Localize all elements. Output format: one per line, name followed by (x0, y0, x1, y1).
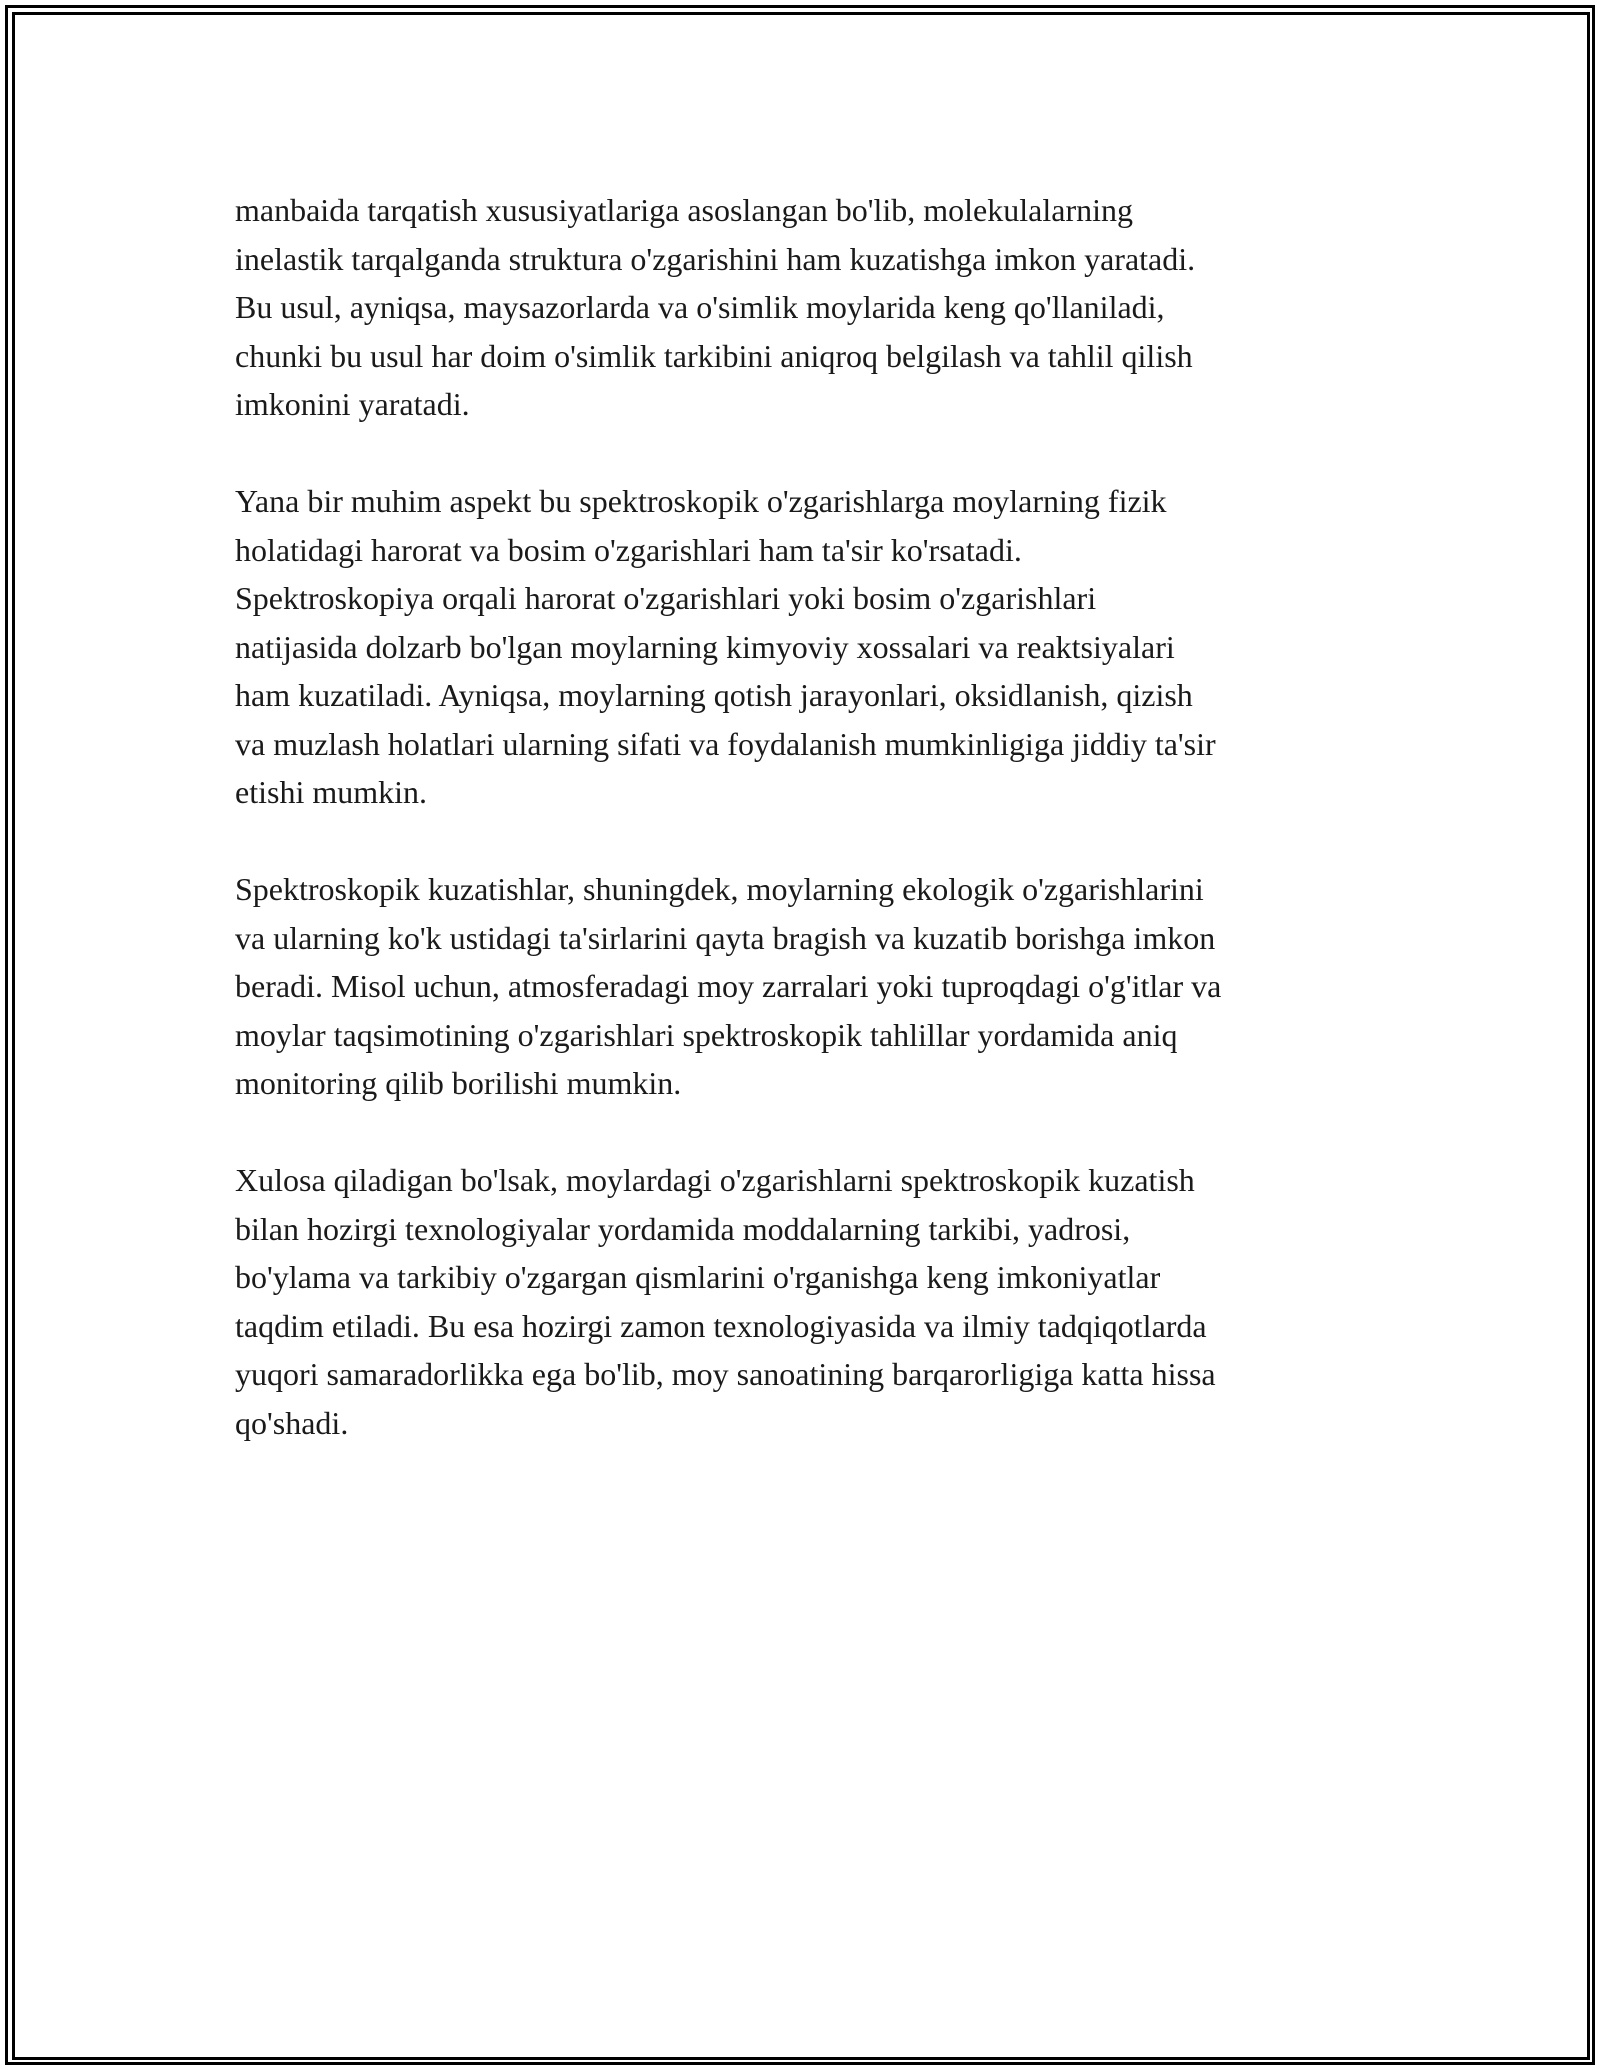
text-line: monitoring qilib borilishi mumkin. (235, 1065, 682, 1101)
paragraph-2 (235, 477, 1375, 817)
text-line: inelastik tarqalganda struktura o'zgarishini ham kuzatishga imkon yaratadi. (235, 240, 1196, 277)
text-line: moylar taqsimotining o'zgarishlari spektroskopik tahlillar yordamida aniq (235, 1016, 1178, 1053)
text-line: bo'ylama va tarkibiy o'zgargan qismlarini o'rganishga keng imkoniyatlar (235, 1259, 1161, 1295)
paragraph-1 (235, 186, 1375, 429)
text-line: va ularning ko'k ustidagi ta'sirlarini qayta bragish va kuzatib borishga imkon (235, 919, 1216, 956)
text-line: bilan hozirgi texnologiyalar yordamida moddalarning tarkibi, yadrosi, (235, 1210, 1131, 1247)
text-line: Bu usul, ayniqsa, maysazorlarda va o'simlik moylarida keng qo'llaniladi, (235, 289, 1165, 325)
text-line: ham kuzatiladi. Ayniqsa, moylarning qotish jarayonlari, oksidlanish, qizish (235, 677, 1193, 713)
paragraph-4 (235, 1156, 1375, 1447)
text-line: holatidagi harorat va bosim o'zgarishlari ham ta'sir ko'rsatadi. (235, 531, 1022, 568)
text-line: etishi mumkin. (235, 774, 427, 810)
text-line: qo'shadi. (235, 1404, 349, 1441)
text-line: chunki bu usul har doim o'simlik tarkibini aniqroq belgilash va tahlil qilish (235, 337, 1193, 374)
text-line: va muzlash holatlari ularning sifati va foydalanish mumkinligiga jiddiy ta'sir (235, 725, 1216, 762)
paragraph-3 (235, 865, 1375, 1108)
text-line: Yana bir muhim aspekt bu spektroskopik o'zgarishlarga moylarning fizik (235, 483, 1167, 519)
text-line: Xulosa qiladigan bo'lsak, moylardagi o'zgarishlarni spektroskopik kuzatish (235, 1162, 1195, 1198)
text-line: manbaida tarqatish xususiyatlariga asoslangan bo'lib, molekulalarning (235, 192, 1133, 228)
document-body (235, 186, 1375, 1496)
text-line: yuqori samaradorlikka ega bo'lib, moy sanoatining barqarorligiga katta hissa (235, 1356, 1216, 1392)
text-line: Spektroskopik kuzatishlar, shuningdek, moylarning ekologik o'zgarishlarini (235, 871, 1204, 907)
text-line: beradi. Misol uchun, atmosferadagi moy zarralari yoki tuproqdagi o'g'itlar va (235, 968, 1222, 1004)
text-line: taqdim etiladi. Bu esa hozirgi zamon texnologiyasida va ilmiy tadqiqotlarda (235, 1307, 1207, 1344)
text-line: imkonini yaratadi. (235, 386, 470, 422)
text-line: Spektroskopiya orqali harorat o'zgarishlari yoki bosim o'zgarishlari (235, 580, 1097, 616)
text-line: natijasida dolzarb bo'lgan moylarning kimyoviy xossalari va reaktsiyalari (235, 628, 1175, 665)
